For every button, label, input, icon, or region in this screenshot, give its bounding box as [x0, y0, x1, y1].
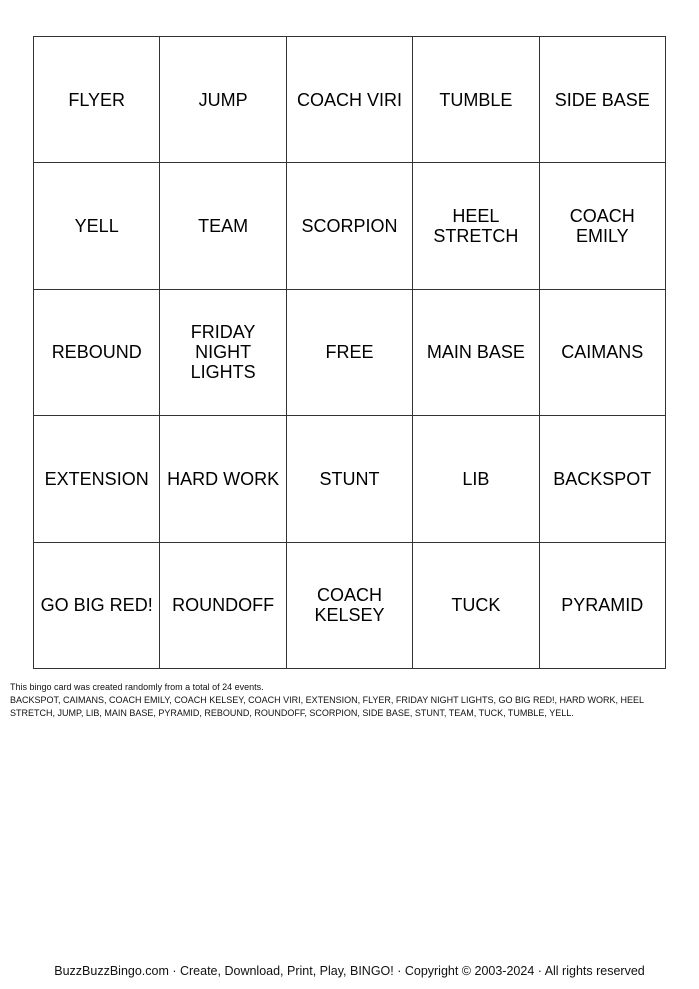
bingo-cell: COACH VIRI — [287, 37, 413, 163]
bingo-cell: SIDE BASE — [540, 37, 666, 163]
bingo-cell: EXTENSION — [34, 416, 160, 542]
bingo-cell: JUMP — [160, 37, 286, 163]
bingo-cell: REBOUND — [34, 290, 160, 416]
bingo-cell: GO BIG RED! — [34, 543, 160, 669]
bingo-card-grid — [33, 36, 666, 669]
bingo-cell: HEEL STRETCH — [413, 163, 539, 289]
bingo-cell-free-space: FREE — [287, 290, 413, 416]
bingo-cell: MAIN BASE — [413, 290, 539, 416]
bingo-cell: CAIMANS — [540, 290, 666, 416]
bingo-cell: YELL — [34, 163, 160, 289]
card-notes-intro: This bingo card was created randomly from a total of 24 events. — [10, 682, 264, 692]
bingo-cell: PYRAMID — [540, 543, 666, 669]
bingo-cell: TEAM — [160, 163, 286, 289]
bingo-cell: HARD WORK — [160, 416, 286, 542]
bingo-cell: FLYER — [34, 37, 160, 163]
bingo-cell: COACH EMILY — [540, 163, 666, 289]
bingo-cell: LIB — [413, 416, 539, 542]
bingo-cell: SCORPION — [287, 163, 413, 289]
bingo-cell: BACKSPOT — [540, 416, 666, 542]
bingo-cell: TUMBLE — [413, 37, 539, 163]
card-event-list: BACKSPOT, CAIMANS, COACH EMILY, COACH KELSEY, COACH VIRI, EXTENSION, FLYER, FRIDAY NIGHT LIGHTS, GO BIG RED!, HARD WORK, HEEL STRETCH, JUMP, LIB, MAIN BASE, PYRAMID, REBOUND, ROUNDOFF, SCORPION, SIDE BASE, STUNT, TEAM, TUCK, TUMBLE, YELL. — [10, 695, 644, 718]
card-notes — [10, 681, 690, 720]
bingo-cell: ROUNDOFF — [160, 543, 286, 669]
bingo-cell: TUCK — [413, 543, 539, 669]
bingo-cell: STUNT — [287, 416, 413, 542]
bingo-cell: COACH KELSEY — [287, 543, 413, 669]
bingo-cell: FRIDAY NIGHT LIGHTS — [160, 290, 286, 416]
page-footer: BuzzBuzzBingo.com · Create, Download, Print, Play, BINGO! · Copyright © 2003-2024 · All rights reserved — [54, 964, 645, 978]
